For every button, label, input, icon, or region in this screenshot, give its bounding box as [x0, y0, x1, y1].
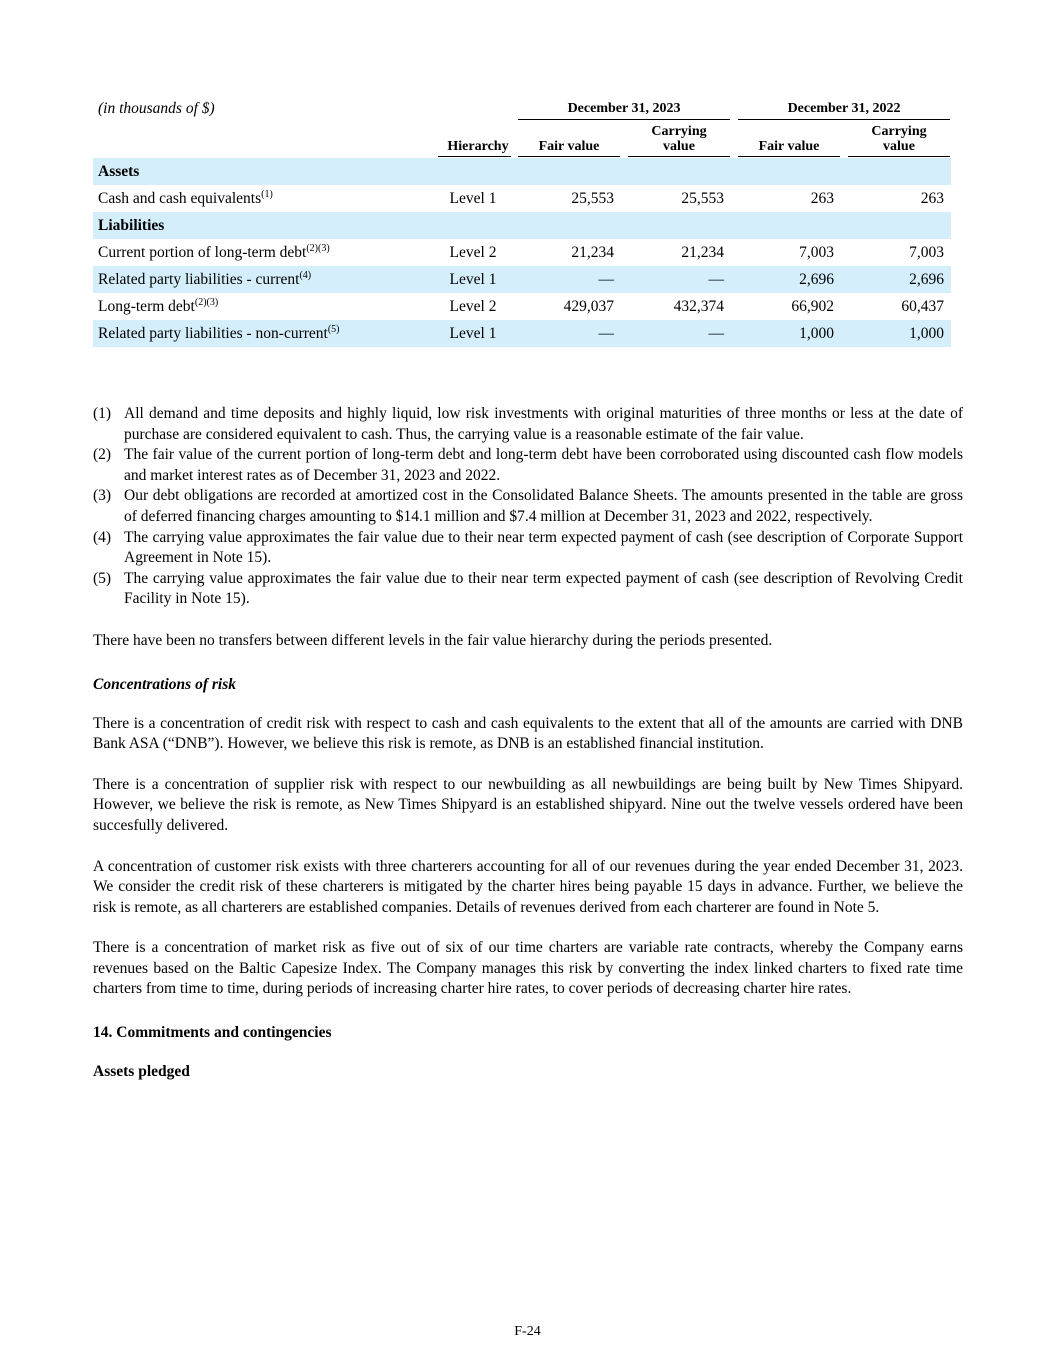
col-underline-fv22	[738, 156, 840, 157]
row-hierarchy: Level 2	[449, 298, 497, 315]
carrying-line-1: Carrying	[871, 124, 927, 139]
section-row-liabilities	[93, 212, 951, 239]
group-header-2023: December 31, 2023	[567, 101, 681, 116]
cell-cv23: 432,374	[673, 298, 724, 315]
fair-value-table	[93, 96, 951, 347]
cell-cv23: —	[708, 271, 724, 288]
assets-pledged-heading: Assets pledged	[93, 1063, 190, 1081]
section-row-assets	[93, 158, 951, 185]
cell-fv22: 263	[810, 190, 834, 207]
row-label: Current portion of long-term debt$^{(2)(3)}$	[98, 242, 330, 261]
table-row	[93, 185, 951, 212]
group-underline-2023	[518, 119, 730, 120]
cell-fv23: 21,234	[571, 244, 614, 261]
cell-cv22: 60,437	[901, 298, 944, 315]
table-row	[93, 266, 951, 293]
cell-fv22: 66,902	[791, 298, 834, 315]
page-content	[93, 96, 963, 1081]
section-label: Liabilities	[98, 217, 165, 234]
cell-cv23: —	[708, 325, 724, 342]
table-row	[93, 293, 951, 320]
customer-risk-paragraph: A concentration of customer risk exists with three charterers accounting for all of our revenues during the year ended December 31, 2023. We consider the credit risk of these charterers is mitigated by the charter hires being payable 15 days in advance. Further, we believe the risk is remote, as all charterers are established companies. Details of revenues derived from each charterer are found in Note 5.	[93, 857, 963, 916]
footnote: (3) Our debt obligations are recorded at amortized cost in the Consolidated Balance Sheets. The amounts presented in the table are gross of deferred financing charges amounting to $14.1 million and $7.4 million at December 31, 2023 and 2022, respectively.	[93, 487, 963, 525]
group-header-2022: December 31, 2022	[787, 101, 901, 116]
cell-cv22: 7,003	[909, 244, 944, 261]
row-hierarchy: Level 2	[449, 244, 497, 261]
col-header-carrying-2023	[628, 124, 730, 154]
table-header	[93, 96, 951, 158]
transfers-paragraph: There have been no transfers between different levels in the fair value hierarchy during the periods presented.	[93, 631, 773, 649]
supplier-risk-paragraph: There is a concentration of supplier risk with respect to our newbuilding as all newbuildings are being built by New Times Shipyard. However, we believe the risk is remote, as New Times Shipyard is an established shipyard. Nine out the twelve vessels ordered have been succesfully delivered.	[93, 775, 963, 834]
col-underline-cv22	[848, 156, 950, 157]
cell-fv23: 429,037	[563, 298, 614, 315]
col-underline-fv23	[518, 156, 620, 157]
footnotes	[93, 404, 963, 610]
cell-fv23: —	[598, 271, 614, 288]
table-row	[93, 239, 951, 266]
carrying-line-2: value	[663, 139, 695, 154]
cell-fv22: 1,000	[799, 325, 834, 342]
row-label: Long-term debt$^{(2)(3)}$	[98, 296, 219, 315]
row-label: Related party liabilities - non-current$^{(5)}$	[98, 323, 340, 342]
cell-cv23: 21,234	[681, 244, 724, 261]
carrying-line-2: value	[883, 139, 915, 154]
cell-cv23: 25,553	[681, 190, 724, 207]
carrying-line-1: Carrying	[651, 124, 707, 139]
col-header-carrying-2022	[848, 124, 950, 154]
cell-cv22: 2,696	[909, 271, 944, 288]
col-underline-hierarchy	[438, 156, 511, 157]
cell-fv23: —	[598, 325, 614, 342]
row-label: Related party liabilities - current$^{(4)}$	[98, 269, 312, 288]
table-row	[93, 320, 951, 347]
cell-cv22: 1,000	[909, 325, 944, 342]
col-underline-cv23	[628, 156, 730, 157]
footnote: (4) The carrying value approximates the fair value due to their near term expected payment of cash (see description of Corporate Support Agreement in Note 15).	[93, 528, 963, 567]
credit-risk-paragraph: There is a concentration of credit risk with respect to cash and cash equivalents to the extent that all of the amounts are carried with DNB Bank ASA (“DNB”). However, we believe this risk is remote, as DNB is an established financial institution.	[93, 714, 963, 753]
page-number: F-24	[514, 1324, 541, 1339]
concentrations-heading: Concentrations of risk	[93, 675, 236, 693]
cell-cv22: 263	[920, 190, 944, 207]
col-header-fair-value-2023: Fair value	[538, 139, 600, 154]
row-label: Cash and cash equivalents$^{(1)}$	[98, 188, 273, 207]
row-hierarchy: Level 1	[449, 271, 497, 288]
group-underline-2022	[738, 119, 950, 120]
cell-fv22: 2,696	[799, 271, 834, 288]
col-header-fair-value-2022: Fair value	[758, 139, 820, 154]
footnote: (1) All demand and time deposits and highly liquid, low risk investments with original maturities of three months or less at the date of purchase are considered equivalent to cash. Thus, the carrying value is a reasonable estimate of the fair value.	[93, 405, 963, 443]
footnote: (5) The carrying value approximates the fair value due to their near term expected payment of cash (see description of Revolving Credit Facility in Note 15).	[93, 569, 963, 608]
cell-fv23: 25,553	[571, 190, 614, 207]
row-hierarchy: Level 1	[449, 325, 497, 342]
market-risk-paragraph: There is a concentration of market risk as five out of six of our time charters are variable rate contracts, whereby the Company earns revenues based on the Baltic Capesize Index. The Company manages this risk by converting the index linked charters to fixed rate time charters from time to time, during periods of increasing charter hire rates, to cover periods of decreasing charter hire rates.	[93, 939, 963, 998]
section-label: Assets	[98, 163, 140, 180]
cell-fv22: 7,003	[799, 244, 834, 261]
col-header-hierarchy: Hierarchy	[447, 139, 509, 154]
row-hierarchy: Level 1	[449, 190, 497, 207]
footnote: (2) The fair value of the current portion of long-term debt and long-term debt have been corroborated using discounted cash flow models and market interest rates as of December 31, 2023 and 2022.	[93, 446, 963, 484]
unit-label: (in thousands of $)	[98, 100, 215, 117]
section-14-heading: 14. Commitments and contingencies	[93, 1024, 332, 1042]
